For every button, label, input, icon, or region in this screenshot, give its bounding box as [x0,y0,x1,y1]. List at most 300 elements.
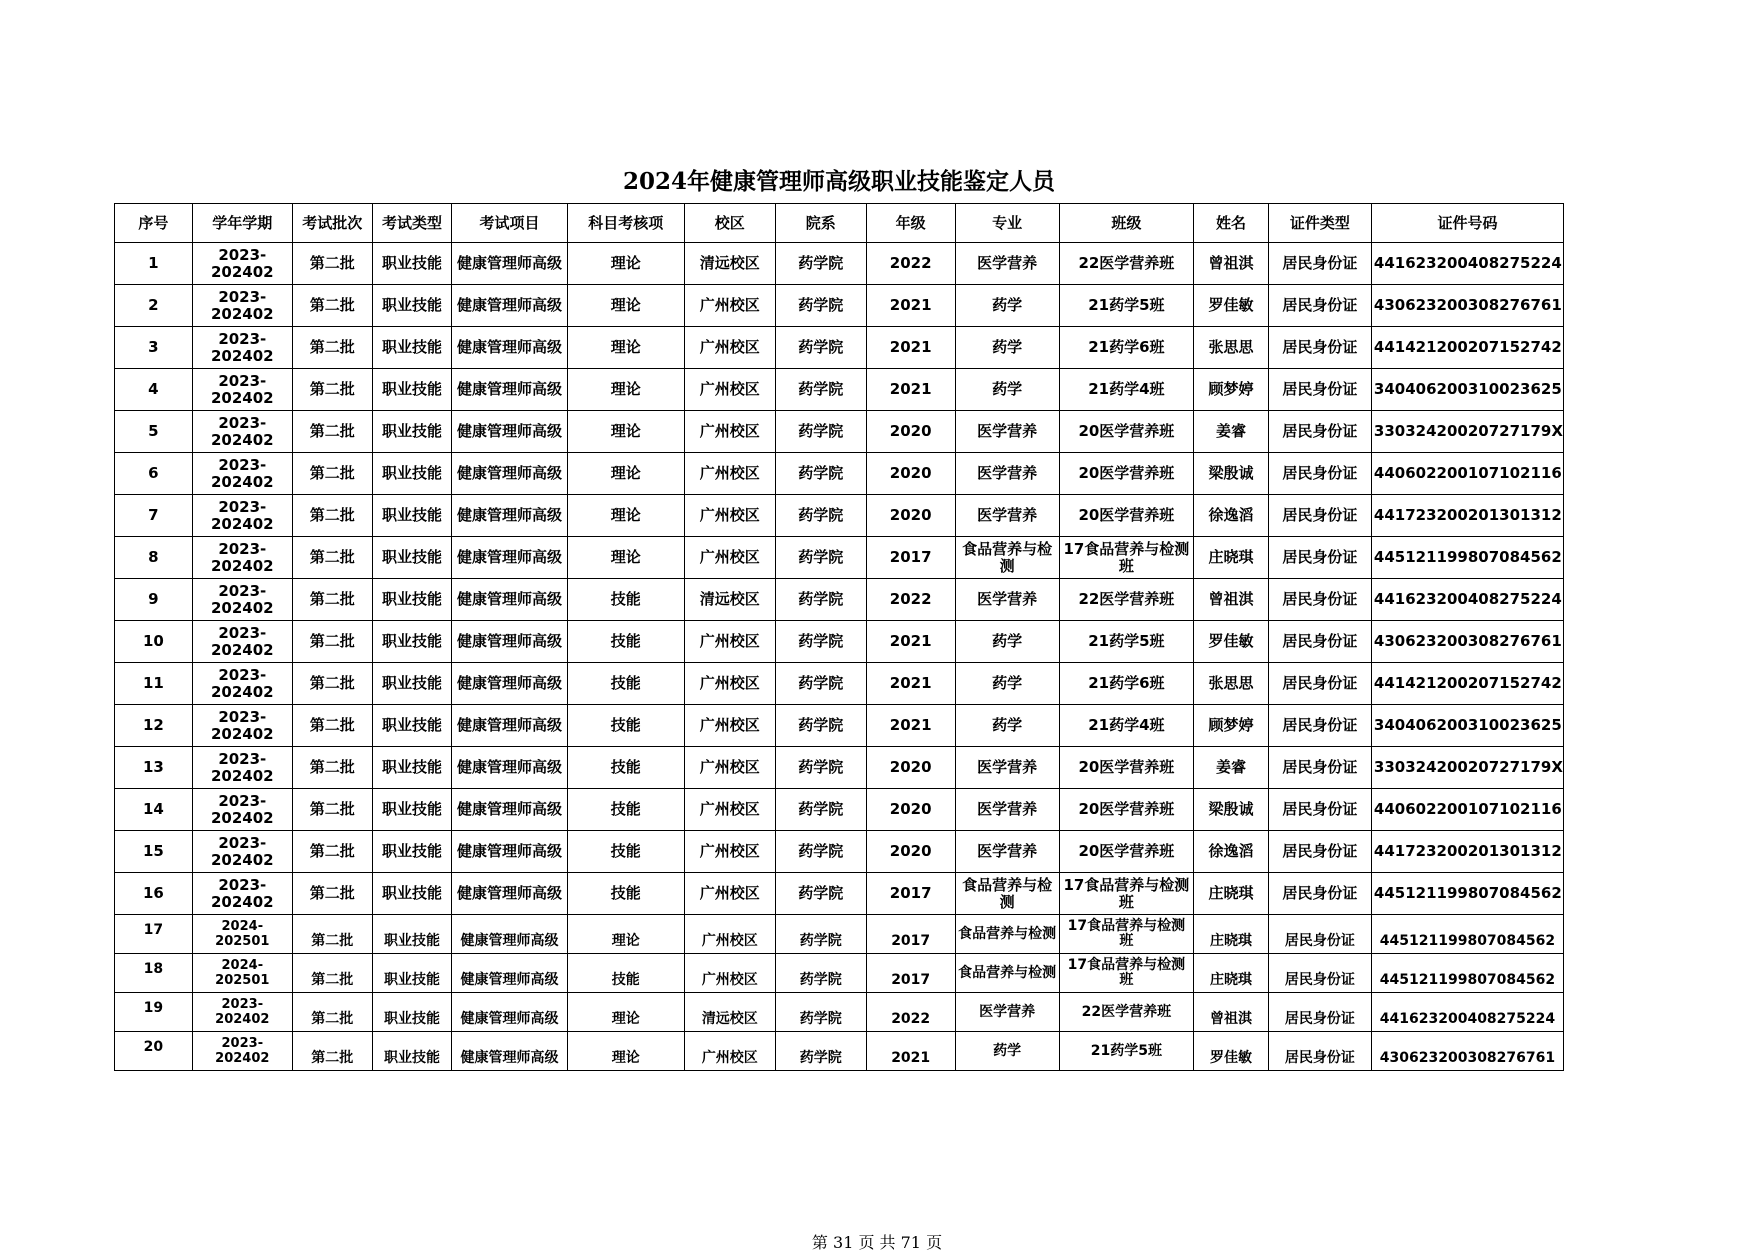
campus-cell: 广州校区 [684,537,775,579]
exam-type-cell: 职业技能 [372,327,452,369]
dept-cell: 药学院 [775,285,866,327]
dept-cell: 药学院 [775,873,866,915]
seq-cell: 16 [115,873,193,915]
table-row [115,1032,1564,1071]
campus-cell: 广州校区 [684,831,775,873]
name-cell: 张思思 [1194,327,1269,369]
exam-item-cell: 健康管理师高级 [452,663,567,705]
subject-cell: 技能 [567,873,684,915]
batch-cell: 第二批 [292,579,372,621]
col-header: 考试项目 [452,204,567,243]
name-cell: 姜睿 [1194,411,1269,453]
class-cell: 21药学4班 [1059,369,1193,411]
major-cell: 药学 [955,705,1059,747]
table-row [115,705,1564,747]
exam-item-cell: 健康管理师高级 [452,285,567,327]
table-row [115,954,1564,993]
exam-item-cell: 健康管理师高级 [452,993,567,1032]
id-number-cell: 440602200107102116 [1371,789,1563,831]
class-cell: 20医学营养班 [1059,495,1193,537]
id-number-cell: 441421200207152742 [1371,663,1563,705]
exam-item-cell: 健康管理师高级 [452,831,567,873]
id-number-cell: 440602200107102116 [1371,453,1563,495]
dept-cell: 药学院 [775,993,866,1032]
class-cell: 20医学营养班 [1059,411,1193,453]
exam-item-cell: 健康管理师高级 [452,579,567,621]
seq-cell: 9 [115,579,193,621]
subject-cell: 理论 [567,243,684,285]
term-cell: 2023-202402 [192,873,292,915]
id-type-cell: 居民身份证 [1268,1032,1371,1071]
exam-type-cell: 职业技能 [372,243,452,285]
col-header: 院系 [775,204,866,243]
term-cell: 2023-202402 [192,1032,292,1071]
subject-cell: 理论 [567,993,684,1032]
batch-cell: 第二批 [292,327,372,369]
class-cell: 22医学营养班 [1059,243,1193,285]
exam-item-cell: 健康管理师高级 [452,789,567,831]
name-cell: 曾祖淇 [1194,243,1269,285]
id-type-cell: 居民身份证 [1268,369,1371,411]
col-header: 考试类型 [372,204,452,243]
col-header: 年级 [866,204,955,243]
name-cell: 张思思 [1194,663,1269,705]
exam-item-cell: 健康管理师高级 [452,495,567,537]
class-cell: 21药学5班 [1059,285,1193,327]
grade-cell: 2017 [866,873,955,915]
subject-cell: 理论 [567,369,684,411]
class-cell: 17食品营养与检测班 [1059,873,1193,915]
batch-cell: 第二批 [292,621,372,663]
grade-cell: 2020 [866,747,955,789]
name-cell: 庄晓琪 [1194,537,1269,579]
dept-cell: 药学院 [775,915,866,954]
subject-cell: 技能 [567,663,684,705]
major-cell: 食品营养与检测 [955,873,1059,915]
campus-cell: 广州校区 [684,495,775,537]
grade-cell: 2021 [866,327,955,369]
exam-item-cell: 健康管理师高级 [452,411,567,453]
grade-cell: 2022 [866,243,955,285]
batch-cell: 第二批 [292,243,372,285]
seq-cell: 8 [115,537,193,579]
exam-type-cell: 职业技能 [372,993,452,1032]
dept-cell: 药学院 [775,243,866,285]
id-type-cell: 居民身份证 [1268,993,1371,1032]
term-cell: 2023-202402 [192,747,292,789]
name-cell: 梁殷诚 [1194,789,1269,831]
dept-cell: 药学院 [775,1032,866,1071]
table-row [115,663,1564,705]
header-row [115,204,1564,243]
subject-cell: 理论 [567,1032,684,1071]
campus-cell: 广州校区 [684,789,775,831]
class-cell: 22医学营养班 [1059,993,1193,1032]
batch-cell: 第二批 [292,954,372,993]
grade-cell: 2020 [866,453,955,495]
campus-cell: 广州校区 [684,915,775,954]
batch-cell: 第二批 [292,285,372,327]
exam-type-cell: 职业技能 [372,453,452,495]
grade-cell: 2020 [866,789,955,831]
grade-cell: 2022 [866,579,955,621]
id-type-cell: 居民身份证 [1268,915,1371,954]
id-type-cell: 居民身份证 [1268,621,1371,663]
exam-item-cell: 健康管理师高级 [452,537,567,579]
class-cell: 20医学营养班 [1059,747,1193,789]
seq-cell: 10 [115,621,193,663]
id-type-cell: 居民身份证 [1268,285,1371,327]
subject-cell: 理论 [567,537,684,579]
seq-cell: 5 [115,411,193,453]
name-cell: 庄晓琪 [1194,873,1269,915]
seq-cell: 19 [115,993,193,1032]
name-cell: 顾梦婷 [1194,705,1269,747]
col-header: 学年学期 [192,204,292,243]
campus-cell: 广州校区 [684,705,775,747]
grade-cell: 2017 [866,537,955,579]
name-cell: 徐逸滔 [1194,495,1269,537]
dept-cell: 药学院 [775,789,866,831]
name-cell: 姜睿 [1194,747,1269,789]
major-cell: 医学营养 [955,789,1059,831]
exam-type-cell: 职业技能 [372,873,452,915]
name-cell: 曾祖淇 [1194,579,1269,621]
name-cell: 罗佳敏 [1194,621,1269,663]
class-cell: 20医学营养班 [1059,831,1193,873]
term-cell: 2023-202402 [192,705,292,747]
name-cell: 梁殷诚 [1194,453,1269,495]
class-cell: 17食品营养与检测班 [1059,954,1193,993]
subject-cell: 技能 [567,954,684,993]
batch-cell: 第二批 [292,1032,372,1071]
class-cell: 21药学5班 [1059,1032,1193,1071]
major-cell: 食品营养与检测 [955,954,1059,993]
exam-item-cell: 健康管理师高级 [452,873,567,915]
id-number-cell: 430623200308276761 [1371,1032,1563,1071]
dept-cell: 药学院 [775,747,866,789]
major-cell: 药学 [955,1032,1059,1071]
seq-cell: 2 [115,285,193,327]
class-cell: 21药学6班 [1059,327,1193,369]
id-number-cell: 441623200408275224 [1371,993,1563,1032]
roster-table [114,203,1564,1071]
campus-cell: 广州校区 [684,1032,775,1071]
table-row [115,369,1564,411]
major-cell: 药学 [955,285,1059,327]
grade-cell: 2020 [866,495,955,537]
id-number-cell: 441623200408275224 [1371,579,1563,621]
campus-cell: 广州校区 [684,453,775,495]
exam-type-cell: 职业技能 [372,621,452,663]
col-header: 专业 [955,204,1059,243]
term-cell: 2023-202402 [192,495,292,537]
grade-cell: 2021 [866,285,955,327]
grade-cell: 2021 [866,369,955,411]
id-type-cell: 居民身份证 [1268,327,1371,369]
batch-cell: 第二批 [292,537,372,579]
seq-cell: 1 [115,243,193,285]
batch-cell: 第二批 [292,495,372,537]
major-cell: 药学 [955,327,1059,369]
col-header: 校区 [684,204,775,243]
exam-item-cell: 健康管理师高级 [452,369,567,411]
name-cell: 顾梦婷 [1194,369,1269,411]
table-row [115,789,1564,831]
class-cell: 20医学营养班 [1059,453,1193,495]
table-row [115,993,1564,1032]
subject-cell: 理论 [567,453,684,495]
major-cell: 医学营养 [955,243,1059,285]
table-row [115,495,1564,537]
table-row [115,579,1564,621]
grade-cell: 2022 [866,993,955,1032]
id-number-cell: 430623200308276761 [1371,285,1563,327]
class-cell: 21药学5班 [1059,621,1193,663]
id-type-cell: 居民身份证 [1268,243,1371,285]
dept-cell: 药学院 [775,369,866,411]
term-cell: 2023-202402 [192,621,292,663]
batch-cell: 第二批 [292,993,372,1032]
subject-cell: 技能 [567,621,684,663]
term-cell: 2023-202402 [192,453,292,495]
id-type-cell: 居民身份证 [1268,411,1371,453]
grade-cell: 2021 [866,1032,955,1071]
exam-item-cell: 健康管理师高级 [452,453,567,495]
campus-cell: 广州校区 [684,621,775,663]
name-cell: 徐逸滔 [1194,831,1269,873]
col-header: 考试批次 [292,204,372,243]
major-cell: 食品营养与检测 [955,915,1059,954]
exam-type-cell: 职业技能 [372,831,452,873]
major-cell: 药学 [955,369,1059,411]
table-row [115,831,1564,873]
grade-cell: 2017 [866,954,955,993]
class-cell: 17食品营养与检测班 [1059,915,1193,954]
subject-cell: 理论 [567,915,684,954]
id-type-cell: 居民身份证 [1268,495,1371,537]
term-cell: 2023-202402 [192,285,292,327]
exam-type-cell: 职业技能 [372,411,452,453]
campus-cell: 广州校区 [684,411,775,453]
campus-cell: 广州校区 [684,285,775,327]
batch-cell: 第二批 [292,369,372,411]
grade-cell: 2021 [866,705,955,747]
seq-cell: 11 [115,663,193,705]
id-number-cell: 445121199807084562 [1371,873,1563,915]
table-row [115,873,1564,915]
id-number-cell: 430623200308276761 [1371,621,1563,663]
exam-type-cell: 职业技能 [372,537,452,579]
col-header: 证件类型 [1268,204,1371,243]
id-number-cell: 445121199807084562 [1371,915,1563,954]
class-cell: 21药学6班 [1059,663,1193,705]
campus-cell: 清远校区 [684,993,775,1032]
page-title: 2024年健康管理师高级职业技能鉴定人员 [622,168,1055,195]
batch-cell: 第二批 [292,747,372,789]
seq-cell: 3 [115,327,193,369]
id-number-cell: 441723200201301312 [1371,495,1563,537]
seq-cell: 14 [115,789,193,831]
exam-type-cell: 职业技能 [372,369,452,411]
campus-cell: 广州校区 [684,873,775,915]
exam-type-cell: 职业技能 [372,915,452,954]
subject-cell: 理论 [567,495,684,537]
table-row [115,411,1564,453]
table-row [115,285,1564,327]
id-number-cell: 340406200310023625 [1371,705,1563,747]
term-cell: 2024-202501 [192,954,292,993]
class-cell: 22医学营养班 [1059,579,1193,621]
batch-cell: 第二批 [292,663,372,705]
major-cell: 药学 [955,621,1059,663]
class-cell: 17食品营养与检测班 [1059,537,1193,579]
dept-cell: 药学院 [775,831,866,873]
col-header: 科目考核项 [567,204,684,243]
batch-cell: 第二批 [292,705,372,747]
exam-type-cell: 职业技能 [372,1032,452,1071]
exam-type-cell: 职业技能 [372,663,452,705]
exam-type-cell: 职业技能 [372,495,452,537]
term-cell: 2023-202402 [192,243,292,285]
col-header: 姓名 [1194,204,1269,243]
exam-type-cell: 职业技能 [372,747,452,789]
seq-cell: 15 [115,831,193,873]
campus-cell: 广州校区 [684,369,775,411]
subject-cell: 技能 [567,789,684,831]
major-cell: 食品营养与检测 [955,537,1059,579]
name-cell: 曾祖淇 [1194,993,1269,1032]
dept-cell: 药学院 [775,705,866,747]
class-cell: 21药学4班 [1059,705,1193,747]
grade-cell: 2020 [866,831,955,873]
exam-item-cell: 健康管理师高级 [452,954,567,993]
table-row [115,915,1564,954]
exam-item-cell: 健康管理师高级 [452,243,567,285]
roster-body [115,243,1564,1071]
subject-cell: 技能 [567,579,684,621]
table-row [115,621,1564,663]
id-number-cell: 340406200310023625 [1371,369,1563,411]
term-cell: 2024-202501 [192,915,292,954]
batch-cell: 第二批 [292,789,372,831]
name-cell: 庄晓琪 [1194,954,1269,993]
id-number-cell: 445121199807084562 [1371,954,1563,993]
seq-cell: 12 [115,705,193,747]
major-cell: 医学营养 [955,495,1059,537]
name-cell: 庄晓琪 [1194,915,1269,954]
exam-type-cell: 职业技能 [372,285,452,327]
subject-cell: 理论 [567,327,684,369]
dept-cell: 药学院 [775,327,866,369]
batch-cell: 第二批 [292,873,372,915]
id-number-cell: 33032420020727179X [1371,411,1563,453]
col-header: 班级 [1059,204,1193,243]
seq-cell: 4 [115,369,193,411]
grade-cell: 2020 [866,411,955,453]
dept-cell: 药学院 [775,579,866,621]
subject-cell: 技能 [567,831,684,873]
batch-cell: 第二批 [292,831,372,873]
id-type-cell: 居民身份证 [1268,705,1371,747]
id-number-cell: 441623200408275224 [1371,243,1563,285]
exam-type-cell: 职业技能 [372,954,452,993]
term-cell: 2023-202402 [192,411,292,453]
id-number-cell: 33032420020727179X [1371,747,1563,789]
term-cell: 2023-202402 [192,789,292,831]
dept-cell: 药学院 [775,411,866,453]
class-cell: 20医学营养班 [1059,789,1193,831]
grade-cell: 2021 [866,663,955,705]
exam-item-cell: 健康管理师高级 [452,327,567,369]
term-cell: 2023-202402 [192,537,292,579]
seq-cell: 18 [115,954,193,993]
dept-cell: 药学院 [775,537,866,579]
page-footer: 第 31 页 共 71 页 [811,1233,943,1252]
subject-cell: 技能 [567,747,684,789]
major-cell: 医学营养 [955,411,1059,453]
batch-cell: 第二批 [292,453,372,495]
grade-cell: 2017 [866,915,955,954]
exam-item-cell: 健康管理师高级 [452,705,567,747]
campus-cell: 广州校区 [684,663,775,705]
seq-cell: 7 [115,495,193,537]
id-number-cell: 441723200201301312 [1371,831,1563,873]
col-header: 序号 [115,204,193,243]
id-type-cell: 居民身份证 [1268,954,1371,993]
major-cell: 医学营养 [955,747,1059,789]
major-cell: 医学营养 [955,993,1059,1032]
major-cell: 医学营养 [955,831,1059,873]
table-row [115,453,1564,495]
subject-cell: 理论 [567,285,684,327]
term-cell: 2023-202402 [192,327,292,369]
term-cell: 2023-202402 [192,993,292,1032]
name-cell: 罗佳敏 [1194,1032,1269,1071]
id-type-cell: 居民身份证 [1268,579,1371,621]
dept-cell: 药学院 [775,453,866,495]
grade-cell: 2021 [866,621,955,663]
exam-item-cell: 健康管理师高级 [452,1032,567,1071]
term-cell: 2023-202402 [192,579,292,621]
id-type-cell: 居民身份证 [1268,747,1371,789]
id-number-cell: 445121199807084562 [1371,537,1563,579]
dept-cell: 药学院 [775,495,866,537]
exam-item-cell: 健康管理师高级 [452,747,567,789]
id-type-cell: 居民身份证 [1268,831,1371,873]
seq-cell: 13 [115,747,193,789]
id-type-cell: 居民身份证 [1268,873,1371,915]
term-cell: 2023-202402 [192,831,292,873]
term-cell: 2023-202402 [192,663,292,705]
subject-cell: 技能 [567,705,684,747]
exam-type-cell: 职业技能 [372,789,452,831]
dept-cell: 药学院 [775,663,866,705]
dept-cell: 药学院 [775,621,866,663]
batch-cell: 第二批 [292,411,372,453]
table-row [115,327,1564,369]
seq-cell: 20 [115,1032,193,1071]
col-header: 证件号码 [1371,204,1563,243]
exam-type-cell: 职业技能 [372,705,452,747]
exam-item-cell: 健康管理师高级 [452,915,567,954]
campus-cell: 清远校区 [684,243,775,285]
campus-cell: 清远校区 [684,579,775,621]
table-row [115,243,1564,285]
table-row [115,537,1564,579]
campus-cell: 广州校区 [684,747,775,789]
table-row [115,747,1564,789]
